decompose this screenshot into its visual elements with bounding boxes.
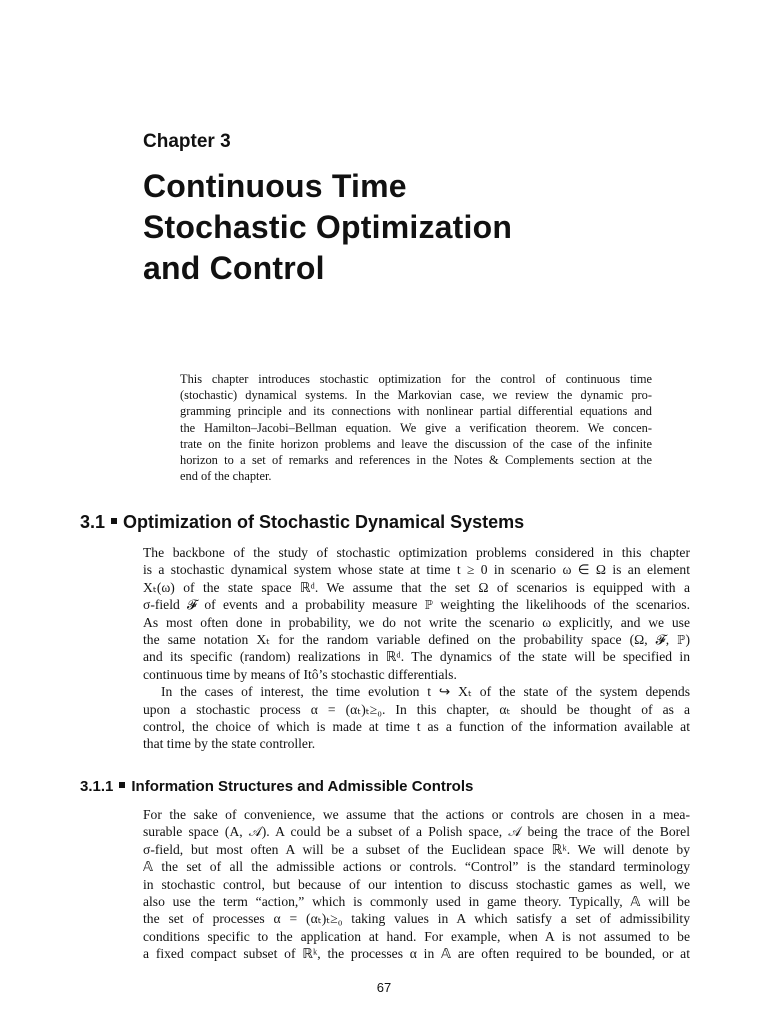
body-line: For the sake of convenience, we assume that the actions or controls are chosen in a mea- [143,807,690,822]
body-line: also use the term “action,” which is commonly used in game theory. Typically, 𝔸 will be [143,894,690,910]
section-heading-3-1 [80,512,524,533]
body-line: surable space (A, 𝒜). A could be a subset of a Polish space, 𝒜 being the trace of the Borel [143,824,690,840]
chapter-abstract [180,371,652,484]
square-bullet-icon [119,782,125,788]
body-line: the same notation Xₜ for the random variable defined on the probability space (Ω, 𝓕, ℙ) [143,632,690,648]
body-line: a fixed compact subset of ℝᵏ, the processes α in 𝔸 are often required to be bounded, or at [143,946,690,962]
abstract-line: gramming principle and its connections with nonlinear partial differential equations and [180,404,652,419]
body-line: conditions specific to the application at hand. For example, when A is not assumed to be [143,928,690,944]
body-line: the set of processes α = (αₜ)ₜ≥₀ taking values in A which satisfy a set of admissibility [143,911,690,927]
body-line: in stochastic control, but because of our intention to discuss stochastic games as well, we [143,876,690,892]
body-line: upon a stochastic process α = (αₜ)ₜ≥₀. In this chapter, αₜ should be thought of as a [143,701,690,717]
section-number: 3.1.1 [80,778,114,795]
section-number: 3.1 [80,512,106,532]
abstract-line: This chapter introduces stochastic optimization for the control of continuous time [180,372,652,386]
body-line: The backbone of the study of stochastic optimization problems considered in this chapter [143,545,690,560]
body-line: σ-field, but most often A will be a subset of the Euclidean space ℝᵏ. We will denote by [143,841,690,857]
abstract-line: end of the chapter. [180,469,272,484]
section-heading-3-1-1 [80,778,473,795]
abstract-line: (stochastic) dynamical systems. In the Markovian case, we review the dynamic pro- [180,388,652,403]
body-line: is a stochastic dynamical system whose state at time t ≥ 0 in scenario ω ∈ Ω is an element [143,562,690,578]
body-line: σ-field 𝓕 of events and a probability measure ℙ weighting the likelihoods of the scenarios. [143,597,690,613]
section-3-1-body [143,544,690,753]
body-line: that time by the state controller. [143,736,316,752]
body-line: control, the choice of which is made at time t as a function of the information available at [143,719,690,735]
abstract-line: the Hamilton–Jacobi–Bellman equation. We give a verification theorem. We concen- [180,420,652,435]
chapter-title-line: Stochastic Optimization [143,209,513,245]
body-line: 𝔸 the set of all the admissible actions or controls. “Control” is the standard terminology [143,859,690,875]
abstract-line: horizon to a set of remarks and references in the Notes & Complements section at the [180,453,652,468]
chapter-label: Chapter 3 [143,131,231,152]
body-line: continuous time by means of Itô’s stochastic differentials. [143,666,457,682]
square-bullet-icon [111,518,117,524]
section-title: Information Structures and Admissible Controls [131,778,474,795]
abstract-line: trate on the finite horizon problems and leave the discussion of the case of the infinite [180,436,652,451]
body-line: As most often done in probability, we do not write the scenario ω explicitly, and we use [143,614,690,630]
section-title: Optimization of Stochastic Dynamical Systems [123,512,525,532]
page-number: 67 [376,980,392,995]
section-3-1-1-body [143,806,690,963]
body-line: Xₜ(ω) of the state space ℝᵈ. We assume that the set Ω of scenarios is equipped with a [143,579,690,595]
body-line: In the cases of interest, the time evolution t ↪ Xₜ of the state of the system depends [161,684,690,700]
body-line: and its specific (random) realizations in ℝᵈ. The dynamics of the state will be specified in [143,649,690,665]
chapter-title [143,166,512,289]
chapter-title-line: and Control [143,250,325,286]
chapter-title-line: Continuous Time [143,168,407,204]
